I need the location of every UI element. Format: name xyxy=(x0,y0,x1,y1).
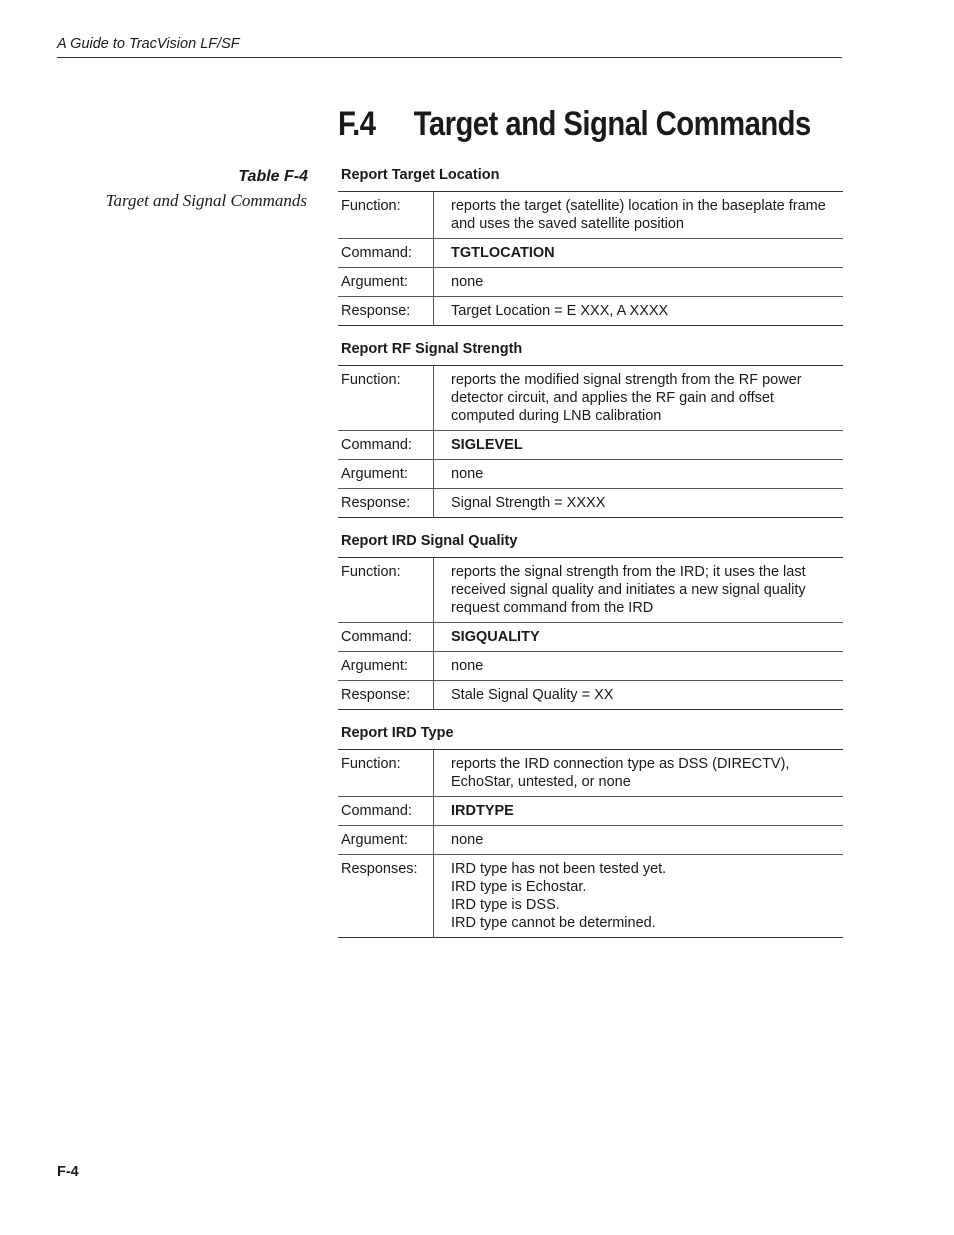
table-row xyxy=(338,855,843,938)
argument-value: none xyxy=(434,268,844,297)
table-row xyxy=(338,558,843,623)
response-label: Response: xyxy=(338,489,434,518)
section-title xyxy=(338,105,811,144)
table-row xyxy=(338,797,843,826)
table-row xyxy=(338,826,843,855)
table-row xyxy=(338,192,843,239)
command-table xyxy=(338,749,843,938)
table-row xyxy=(338,681,843,710)
argument-value: none xyxy=(434,652,844,681)
response-line: IRD type is DSS. xyxy=(451,897,560,913)
argument-label: Argument: xyxy=(338,652,434,681)
response-line: IRD type cannot be determined. xyxy=(451,915,656,931)
function-value: reports the signal strength from the IRD; it uses the last received signal quality and initiates a new signal quality request command from the IRD xyxy=(451,564,806,616)
argument-label: Argument: xyxy=(338,460,434,489)
command-label: Command: xyxy=(338,431,434,460)
table-row xyxy=(338,268,843,297)
response-line: IRD type is Echostar. xyxy=(451,879,587,895)
command-value: SIGLEVEL xyxy=(434,431,844,460)
function-value: reports the IRD connection type as DSS (DIRECTV), EchoStar, untested, or none xyxy=(451,756,790,790)
argument-value: none xyxy=(434,826,844,855)
table-row xyxy=(338,623,843,652)
group-title: Report IRD Type xyxy=(341,725,454,741)
command-value: SIGQUALITY xyxy=(434,623,844,652)
command-label: Command: xyxy=(338,623,434,652)
group-title: Report IRD Signal Quality xyxy=(341,533,518,549)
table-row xyxy=(338,489,843,518)
response-line: Target Location = E XXX, A XXXX xyxy=(451,303,669,319)
command-label: Command: xyxy=(338,239,434,268)
response-label: Response: xyxy=(338,297,434,326)
command-group-target-location xyxy=(338,166,843,326)
table-row xyxy=(338,297,843,326)
function-label: Function: xyxy=(338,558,434,623)
function-label: Function: xyxy=(338,192,434,239)
response-value xyxy=(434,297,844,326)
response-value xyxy=(434,681,844,710)
command-table xyxy=(338,557,843,710)
table-row xyxy=(338,460,843,489)
function-value: reports the modified signal strength from the RF power detector circuit, and applies the RF gain and offset computed during LNB calibration xyxy=(451,372,802,424)
command-group-ird-signal-quality xyxy=(338,532,843,710)
command-table xyxy=(338,365,843,518)
response-line: Stale Signal Quality = XX xyxy=(451,687,614,703)
command-value: TGTLOCATION xyxy=(434,239,844,268)
header-rule xyxy=(57,57,842,58)
argument-label: Argument: xyxy=(338,826,434,855)
response-line: Signal Strength = XXXX xyxy=(451,495,606,511)
table-row xyxy=(338,431,843,460)
table-row xyxy=(338,366,843,431)
function-value: reports the target (satellite) location in the baseplate frame and uses the saved satellite position xyxy=(451,198,826,232)
response-line: IRD type has not been tested yet. xyxy=(451,861,667,877)
table-caption-text: Target and Signal Commands xyxy=(105,191,307,210)
function-label: Function: xyxy=(338,366,434,431)
table-caption-label: Table F-4 xyxy=(238,168,308,185)
table-row xyxy=(338,652,843,681)
command-group-rf-signal-strength xyxy=(338,340,843,518)
section-title-text: Target and Signal Commands xyxy=(413,105,811,143)
command-value: IRDTYPE xyxy=(434,797,844,826)
section-number: F.4 xyxy=(338,105,376,143)
command-label: Command: xyxy=(338,797,434,826)
command-tables xyxy=(338,166,843,952)
page-number: F-4 xyxy=(57,1164,79,1180)
running-header: A Guide to TracVision LF/SF xyxy=(57,36,240,52)
argument-label: Argument: xyxy=(338,268,434,297)
function-label: Function: xyxy=(338,750,434,797)
argument-value: none xyxy=(434,460,844,489)
command-table xyxy=(338,191,843,326)
response-label: Response: xyxy=(338,681,434,710)
group-title: Report Target Location xyxy=(341,167,500,183)
command-group-ird-type xyxy=(338,724,843,938)
response-value xyxy=(434,489,844,518)
response-label: Responses: xyxy=(338,855,434,938)
group-title: Report RF Signal Strength xyxy=(341,341,523,357)
table-row xyxy=(338,239,843,268)
table-row xyxy=(338,750,843,797)
response-value xyxy=(434,855,844,938)
